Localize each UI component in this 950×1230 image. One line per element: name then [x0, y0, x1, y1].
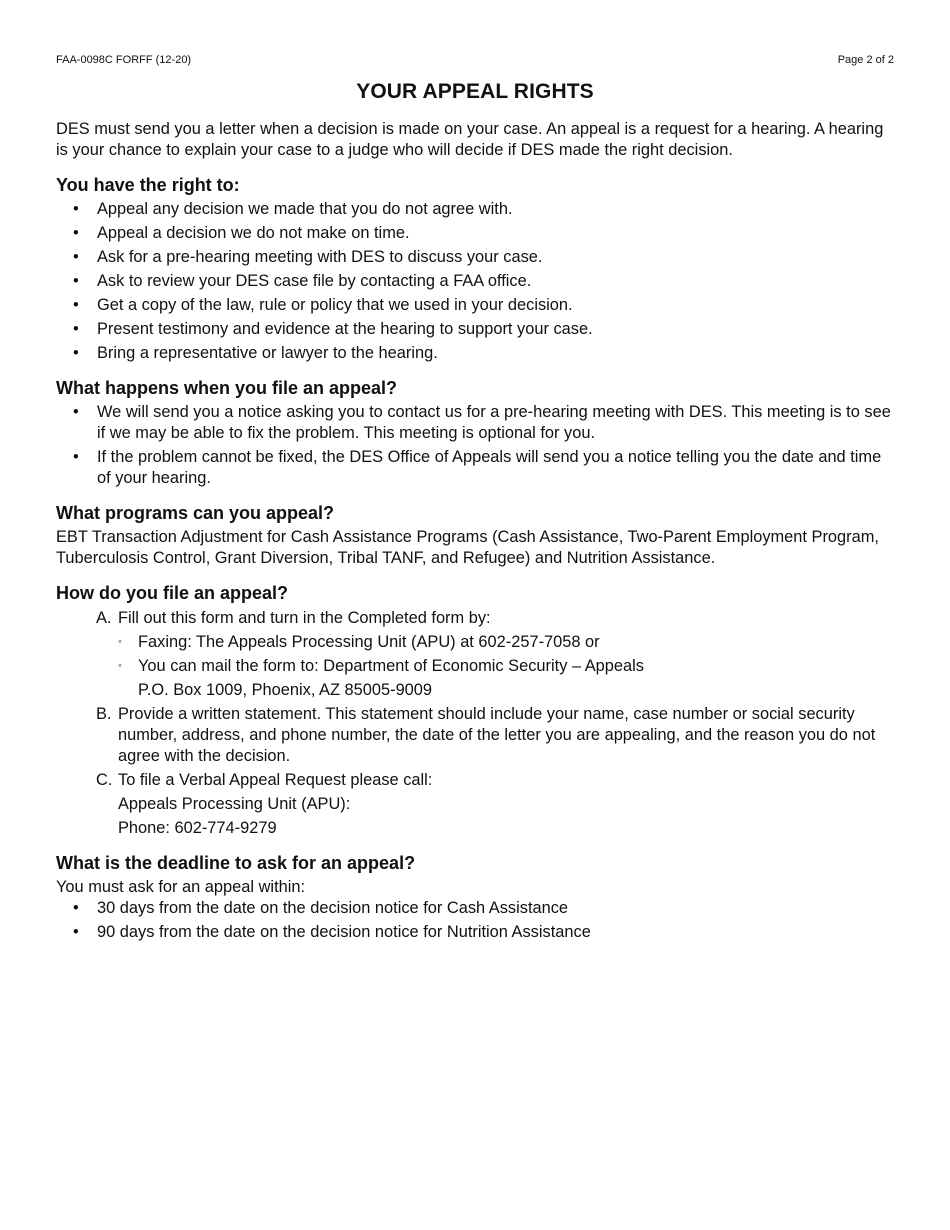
intro-paragraph: DES must send you a letter when a decision is made on your case. An appeal is a request for a hearing. A hearing is your chance to explain your case to a judge who will decide if DES made the right decision.: [56, 120, 884, 159]
bullet-icon: •: [73, 320, 79, 338]
rights-heading: You have the right to:: [56, 175, 240, 195]
programs-paragraph: EBT Transaction Adjustment for Cash Assistance Programs (Cash Assistance, Two-Parent Employment Program, Tuberculosis Control, Grant Diversion, Tribal TANF, and Refugee) and Nutrition Assistance.: [56, 528, 879, 567]
bullet-icon: •: [73, 344, 79, 362]
deadline-intro: You must ask for an appeal within:: [56, 878, 306, 896]
list-item: ◦ You can mail the form to: Department of Economic Security – Appeals: [118, 657, 644, 675]
step-c-letter: C.: [96, 771, 113, 789]
list-item: • Ask for a pre-hearing meeting with DES to discuss your case.: [73, 248, 543, 266]
step-c-text: To file a Verbal Appeal Request please call:: [118, 771, 433, 789]
bullet-icon: •: [73, 272, 79, 290]
step-a: [96, 608, 894, 629]
deadline-list: [56, 898, 894, 943]
form-number: FAA-0098C FORFF (12-20): [56, 54, 192, 66]
step-b: [96, 704, 894, 767]
sub-bullet-icon: ◦: [118, 636, 122, 648]
mailing-address: P.O. Box 1009, Phoenix, AZ 85005-9009: [138, 681, 433, 699]
apu-label: Appeals Processing Unit (APU):: [118, 795, 351, 813]
list-item: • Appeal any decision we made that you do not agree with.: [73, 200, 513, 218]
happens-list: [56, 402, 894, 489]
bullet-icon: •: [73, 248, 79, 266]
document-body: [56, 78, 894, 946]
list-item: • Appeal a decision we do not make on time.: [73, 224, 410, 242]
step-a-options: [96, 632, 894, 677]
bullet-icon: •: [73, 296, 79, 314]
step-a-text: Fill out this form and turn in the Completed form by:: [118, 609, 491, 627]
list-item: • We will send you a notice asking you to contact us for a pre-hearing meeting with DES. This meeting is to see if we may be able to fix the problem. This meeting is optional for you.: [73, 403, 891, 442]
bullet-icon: •: [73, 403, 79, 421]
list-item: • Bring a representative or lawyer to the hearing.: [73, 344, 438, 362]
happens-heading: What happens when you file an appeal?: [56, 378, 398, 398]
list-item: • 30 days from the date on the decision notice for Cash Assistance: [73, 899, 569, 917]
list-item: • 90 days from the date on the decision notice for Nutrition Assistance: [73, 923, 591, 941]
page-indicator: Page 2 of 2: [837, 54, 894, 66]
bullet-icon: •: [73, 200, 79, 218]
sub-bullet-icon: ◦: [118, 660, 122, 672]
bullet-icon: •: [73, 448, 79, 466]
page-title: YOUR APPEAL RIGHTS: [356, 80, 594, 103]
rights-list: [56, 199, 894, 364]
bullet-icon: •: [73, 899, 79, 917]
apu-phone: Phone: 602-774-9279: [118, 819, 277, 837]
list-item: • Present testimony and evidence at the hearing to support your case.: [73, 320, 593, 338]
list-item: • Ask to review your DES case file by contacting a FAA office.: [73, 272, 532, 290]
programs-heading: What programs can you appeal?: [56, 503, 335, 523]
page-header: [56, 54, 894, 67]
deadline-heading: What is the deadline to ask for an appeal?: [56, 853, 416, 873]
step-c: [96, 770, 894, 791]
list-item: • If the problem cannot be fixed, the DES Office of Appeals will send you a notice telling you the date and time of your hearing.: [73, 448, 882, 487]
step-a-letter: A.: [96, 609, 112, 627]
file-steps: [56, 608, 894, 839]
list-item: • Get a copy of the law, rule or policy that we used in your decision.: [73, 296, 573, 314]
file-heading: How do you file an appeal?: [56, 583, 289, 603]
list-item: ◦ Faxing: The Appeals Processing Unit (APU) at 602-257-7058 or: [118, 633, 600, 651]
bullet-icon: •: [73, 224, 79, 242]
bullet-icon: •: [73, 923, 79, 941]
step-b-letter: B.: [96, 705, 112, 723]
step-b-text: Provide a written statement. This statement should include your name, case number or social security number, address, and phone number, the date of the letter you are appealing, and the reason you do not agree with the decision.: [118, 705, 876, 765]
